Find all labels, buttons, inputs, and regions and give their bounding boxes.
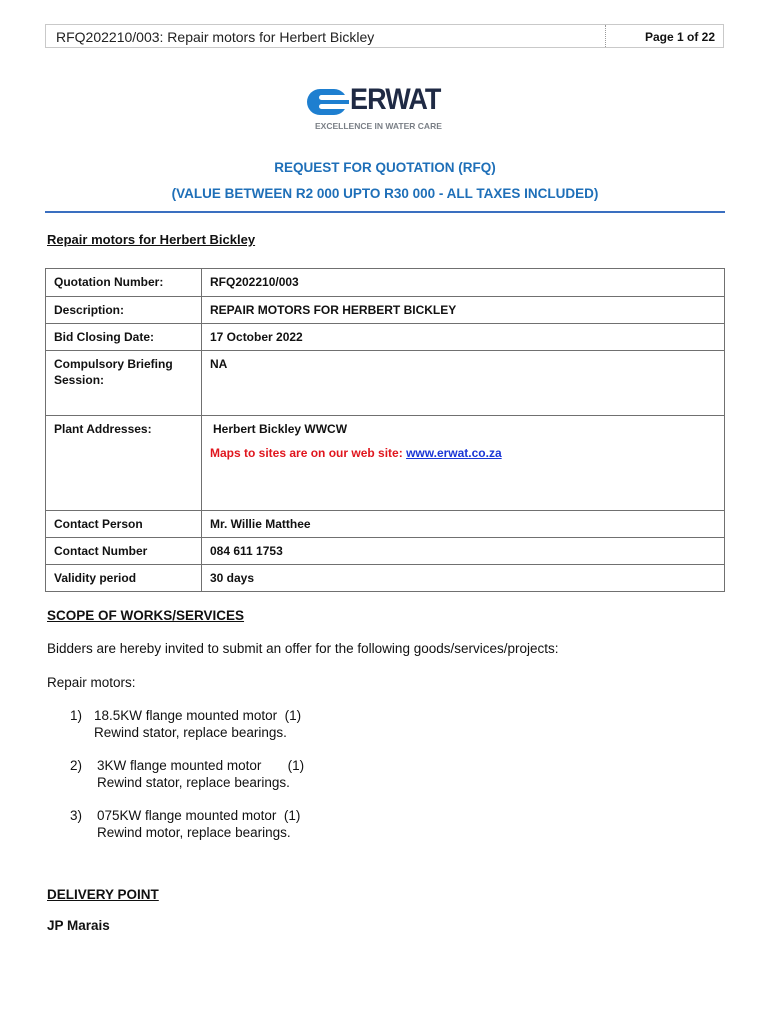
validity-value: 30 days <box>202 565 725 592</box>
scope-intro: Bidders are hereby invited to submit an offer for the following goods/services/projects: <box>47 641 559 656</box>
table-row <box>46 297 725 324</box>
table-row <box>46 565 725 592</box>
validity-label: Validity period <box>46 565 202 592</box>
list-item-detail: Rewind stator, replace bearings. <box>94 725 287 740</box>
list-item-detail: Rewind stator, replace bearings. <box>97 775 290 790</box>
erwat-website-link[interactable]: www.erwat.co.za <box>406 446 502 460</box>
table-row <box>46 269 725 297</box>
closing-date-label: Bid Closing Date: <box>46 324 202 351</box>
delivery-location: JP Marais <box>47 918 110 933</box>
contact-number-label: Contact Number <box>46 538 202 565</box>
repair-motors-label: Repair motors: <box>47 675 136 690</box>
list-item <box>70 757 304 791</box>
list-item-main: 075KW flange mounted motor (1) <box>97 808 301 823</box>
closing-date-value: 17 October 2022 <box>202 324 725 351</box>
description-label: Description: <box>46 297 202 324</box>
page-number: Page 1 of 22 <box>605 25 723 47</box>
rfq-subject: Repair motors for Herbert Bickley <box>47 232 256 247</box>
plant-address-label: Plant Addresses: <box>46 416 202 511</box>
contact-person-label: Contact Person <box>46 511 202 538</box>
scope-title: SCOPE OF WORKS/SERVICES <box>47 608 245 623</box>
briefing-value: NA <box>202 351 725 416</box>
contact-number-value: 084 611 1753 <box>202 538 725 565</box>
document-title: RFQ202210/003: Repair motors for Herbert Bickley <box>56 29 375 45</box>
erwat-logo <box>306 84 466 134</box>
list-item-main: 3KW flange mounted motor (1) <box>97 758 305 773</box>
page-header <box>45 24 724 48</box>
quotation-number-label: Quotation Number: <box>46 269 202 297</box>
list-item-detail: Rewind motor, replace bearings. <box>97 825 291 840</box>
erwat-e-icon <box>306 86 350 118</box>
table-row <box>46 351 725 416</box>
list-item-number: 1) <box>70 708 83 723</box>
list-item-number: 2) <box>70 758 83 773</box>
list-item-number: 3) <box>70 808 83 823</box>
table-row <box>46 416 725 511</box>
maps-note <box>210 445 716 461</box>
logo-wordmark: ERWAT <box>350 83 441 116</box>
contact-person-value: Mr. Willie Matthee <box>202 511 725 538</box>
table-row <box>46 324 725 351</box>
list-item <box>70 707 301 741</box>
list-item-main: 18.5KW flange mounted motor (1) <box>94 708 302 723</box>
quotation-number-value: RFQ202210/003 <box>202 269 725 297</box>
list-item <box>70 807 300 841</box>
rfq-info-table <box>45 268 725 592</box>
value-range-heading: (VALUE BETWEEN R2 000 UPTO R30 000 - ALL TAXES INCLUDED) <box>171 186 599 201</box>
table-row <box>46 538 725 565</box>
rfq-heading: REQUEST FOR QUOTATION (RFQ) <box>274 160 496 175</box>
plant-address-value: Herbert Bickley WWCW <box>213 422 348 436</box>
logo-tagline: EXCELLENCE IN WATER CARE <box>315 121 442 131</box>
briefing-label: Compulsory Briefing Session: <box>46 351 202 416</box>
description-value: REPAIR MOTORS FOR HERBERT BICKLEY <box>202 297 725 324</box>
plant-address-cell <box>202 416 725 511</box>
heading-divider <box>45 211 725 213</box>
delivery-title: DELIVERY POINT <box>47 887 159 902</box>
maps-text: Maps to sites are on our web site: <box>210 446 403 460</box>
table-row <box>46 511 725 538</box>
